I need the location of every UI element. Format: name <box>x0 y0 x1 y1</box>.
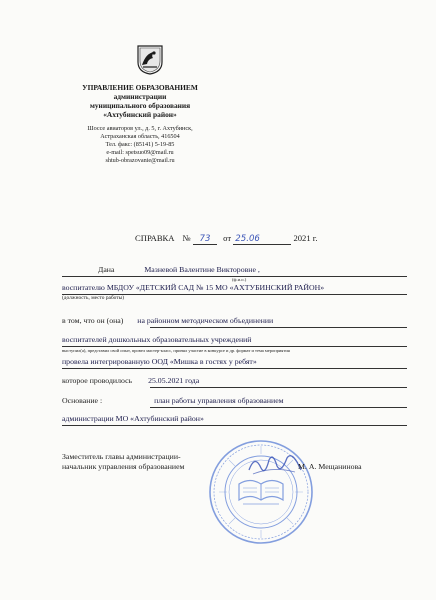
phone-fax: Тел. факс: (85141) 5-19-85 <box>105 141 175 148</box>
event-line: провела интегрированную ООД «Мишка в гостях у ребят» <box>62 357 257 366</box>
fact-prefix: в том, что он (она) <box>62 316 124 325</box>
certificate-year: 2021 г. <box>293 233 318 243</box>
recipient-name: Мазневой Валентине Викторовне , <box>144 265 260 274</box>
held-date: 25.05.2021 года <box>148 376 200 385</box>
held-underline <box>150 387 407 388</box>
issued-label: Дана <box>98 265 115 274</box>
fact-underline2 <box>62 346 407 347</box>
certificate-title-row <box>135 233 317 245</box>
basis-label: Основание : <box>62 396 103 405</box>
certificate-title: СПРАВКА <box>135 233 175 243</box>
fact-place-line1: на районном методическом объединении <box>137 316 274 325</box>
held-label: которое проводилось <box>62 376 133 385</box>
certificate-date: 25.06 <box>233 234 291 245</box>
org-name-line3: муниципального образования <box>89 101 191 110</box>
basis-underline2 <box>62 425 407 426</box>
date-prefix: от <box>223 233 232 243</box>
email-secondary: shtub-obrazovanie@mail.ru <box>105 157 175 164</box>
handwritten-signature <box>245 448 305 480</box>
email-primary: e-mail: spetsuo09@mail.ru <box>106 149 174 156</box>
signatory-name: М. А. Мещанинова <box>298 462 362 471</box>
fio-hint: (ф.и.о.) <box>232 277 247 282</box>
basis-value-line1: план работы управления образованием <box>154 396 284 405</box>
event-underline <box>62 368 407 369</box>
certificate-number: 73 <box>193 234 217 245</box>
coat-of-arms-emblem <box>137 45 163 75</box>
number-sign: № <box>182 233 191 243</box>
signatory-title-line1: Заместитель главы администрации- <box>62 452 181 461</box>
position-hint: (должность, место работы) <box>62 295 125 301</box>
fact-place-line2: воспитателей дошкольных образовательных учреждений <box>62 335 252 344</box>
org-name-line4: «Ахтубинский район» <box>103 110 177 119</box>
fact-row <box>62 316 273 325</box>
basis-value-line2: администрации МО «Ахтубинский район» <box>62 414 204 423</box>
basis-underline1 <box>150 407 407 408</box>
signatory-title-line2: начальник управления образованием <box>62 462 185 471</box>
org-name-line2: администрации <box>113 92 167 101</box>
position-line: воспитателю МБДОУ «ДЕТСКИЙ САД № 15 МО «АХТУБИНСКИЙ РАЙОН» <box>62 283 325 292</box>
fact-underline1 <box>150 327 407 328</box>
held-row <box>62 376 199 385</box>
org-name-line1: УПРАВЛЕНИЕ ОБРАЗОВАНИЕМ <box>82 83 198 92</box>
address-line2: Астраханская область, 416504 <box>100 133 180 140</box>
basis-row <box>62 396 284 405</box>
fact-hint: выступил(а), представил свой опыт, провел мастер-класс, принял участие в конкурсе и др. формат и тема мероприятия <box>62 348 290 353</box>
issued-row <box>62 265 407 274</box>
address-line1: Шоссе авиаторов ул., д. 5, г. Ахтубинск, <box>87 125 193 132</box>
